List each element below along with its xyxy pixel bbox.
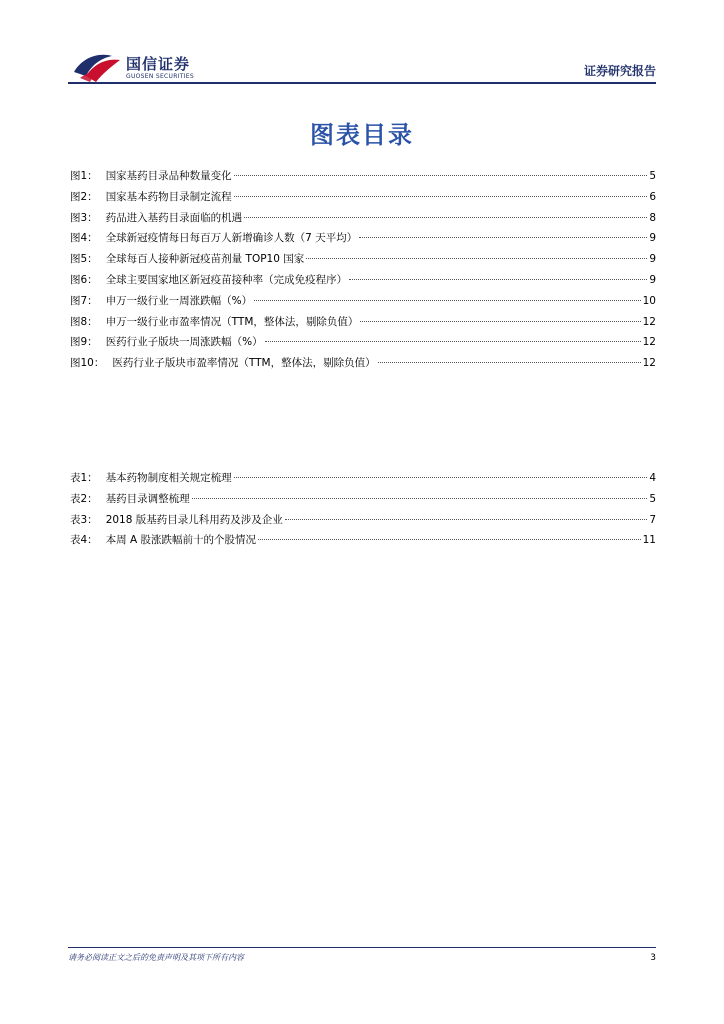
figure-entry-page: 12	[642, 357, 656, 370]
figure-entry-number: 图6：	[70, 273, 98, 286]
figure-entry-page: 6	[649, 190, 656, 203]
table-entry-page: 4	[649, 472, 656, 484]
footer-divider	[68, 947, 656, 948]
page-header	[0, 0, 724, 90]
figure-list	[70, 168, 656, 376]
logo-en-text: GUOSEN SECURITIES	[126, 73, 195, 80]
table-entry-number: 表2：	[70, 492, 98, 505]
figure-entry-page: 10	[642, 294, 656, 307]
figure-entry-title: 国家基药目录品种数量变化	[105, 170, 232, 182]
figure-entry-title: 医药行业子版块一周涨跌幅（%）	[105, 336, 263, 349]
table-entry[interactable]	[70, 512, 656, 533]
figure-entry-leader	[349, 279, 647, 280]
figure-entry-title: 申万一级行业市盈率情况（TTM，整体法，剔除负值）	[105, 315, 359, 328]
footer-disclaimer: 请务必阅读正文之后的免责声明及其项下所有内容	[68, 953, 244, 962]
figure-entry-page: 9	[649, 232, 656, 245]
figure-entry[interactable]	[70, 314, 656, 335]
table-entry-leader	[258, 539, 641, 540]
table-entry[interactable]	[70, 532, 656, 553]
figure-entry[interactable]	[70, 230, 656, 251]
figure-entry-title: 全球主要国家地区新冠疫苗接种率（完成免疫程序）	[105, 273, 348, 286]
figure-entry-number: 图3：	[70, 211, 98, 224]
figure-entry-title: 药品进入基药目录面临的机遇	[105, 211, 243, 224]
page-title: 图表目录	[310, 121, 414, 149]
figure-entry[interactable]	[70, 168, 656, 189]
page-number: 3	[650, 953, 656, 963]
figure-entry-number: 图1：	[70, 170, 98, 182]
figure-entry-leader	[244, 217, 647, 218]
table-entry[interactable]	[70, 470, 656, 491]
figure-entry[interactable]	[70, 272, 656, 293]
figure-entry-leader	[359, 237, 647, 238]
table-entry-number: 表1：	[70, 472, 98, 484]
figure-entry[interactable]	[70, 251, 656, 272]
figure-entry-number: 图2：	[70, 190, 98, 203]
figure-entry-number: 图4：	[70, 232, 98, 245]
figure-entry[interactable]	[70, 189, 656, 210]
table-entry-page: 5	[649, 492, 656, 505]
table-entry-title: 基药目录调整梳理	[105, 492, 190, 505]
table-entry[interactable]	[70, 491, 656, 512]
figure-entry-number: 图8：	[70, 315, 98, 328]
figure-entry-title: 医药行业子版块市盈率情况（TTM，整体法，剔除负值）	[112, 357, 376, 370]
figure-entry-number: 图10：	[70, 357, 105, 370]
table-entry-leader	[285, 519, 648, 520]
table-entry-leader	[234, 477, 648, 478]
figure-entry[interactable]	[70, 334, 656, 355]
figure-entry-title: 全球新冠疫情每日每百万人新增确诊人数（7 天平均）	[105, 232, 358, 245]
figure-entry-title: 国家基本药物目录制定流程	[105, 190, 232, 203]
figure-entry-page: 12	[642, 315, 656, 328]
figure-entry-page: 9	[649, 253, 656, 266]
table-entry-page: 11	[642, 534, 656, 547]
figure-entry[interactable]	[70, 355, 656, 376]
figure-entry-leader	[306, 258, 647, 259]
table-entry-page: 7	[649, 513, 656, 526]
figure-entry-leader	[234, 175, 648, 176]
figure-entry-page: 8	[649, 211, 656, 224]
figure-entry-number: 图7：	[70, 294, 98, 307]
figure-entry-number: 图5：	[70, 253, 98, 266]
figure-entry-leader	[378, 362, 641, 363]
figure-entry-leader	[234, 196, 648, 197]
table-entry-title: 2018 版基药目录儿科用药及涉及企业	[105, 513, 283, 526]
guosen-logo	[72, 50, 222, 90]
table-entry-title: 基本药物制度相关规定梳理	[105, 472, 232, 484]
figure-entry-page: 9	[649, 273, 656, 286]
figure-entry-leader	[360, 321, 640, 322]
figure-entry-leader	[254, 300, 640, 301]
table-entry-number: 表3：	[70, 513, 98, 526]
figure-entry-number: 图9：	[70, 336, 98, 349]
logo-cn-text: 国信证券	[126, 55, 191, 73]
table-entry-title: 本周 A 股涨跌幅前十的个股情况	[105, 534, 257, 547]
figure-entry-title: 申万一级行业一周涨跌幅（%）	[105, 294, 253, 307]
figure-entry[interactable]	[70, 210, 656, 231]
header-divider	[68, 82, 656, 84]
figure-entry-page: 12	[642, 336, 656, 349]
figure-entry[interactable]	[70, 293, 656, 314]
guosen-logo-icon	[72, 50, 122, 84]
figure-entry-page: 5	[649, 170, 656, 182]
report-type: 证券研究报告	[583, 64, 656, 78]
table-entry-number: 表4：	[70, 534, 98, 547]
figure-entry-title: 全球每百人接种新冠疫苗剂量 TOP10 国家	[105, 253, 305, 266]
table-list	[70, 470, 656, 553]
figure-entry-leader	[265, 341, 641, 342]
table-entry-leader	[192, 498, 648, 499]
